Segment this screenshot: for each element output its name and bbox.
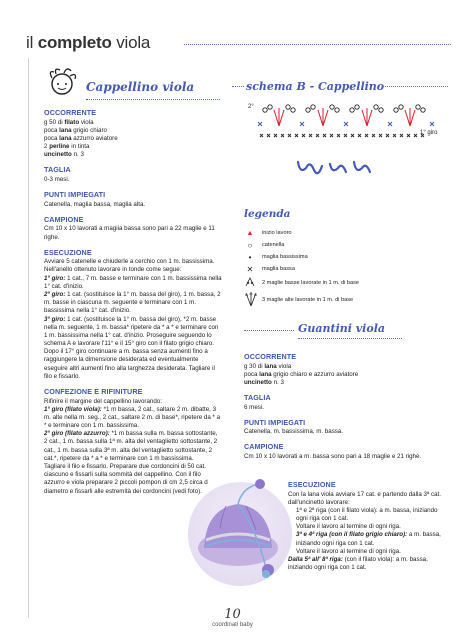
guanti-riga-5-8: Dalla 5ª all' 8ª riga: (con il filato viola): a m. bassa, iniziando ogni riga con 1 cat. bbox=[288, 556, 428, 572]
campione-text: Cm 10 x 10 lavorati a magiia bassa sono pari a 22 maglie e 11 righe. bbox=[44, 225, 215, 241]
confezione-title: CONFEZIONE E RIFINITURE bbox=[44, 387, 143, 396]
guanti-esecuzione bbox=[288, 480, 450, 572]
chart-symbols bbox=[240, 96, 450, 158]
esecuzione-giro-3: 3° giro: 1 cat. (sostituisce la 1° m. bassa del giro), *2 m. basse nella m. seguente, 1 m. bassa* ripetere da * a * e terminare con 1 m. bassissima nella 1° cat. d'inizio. Proseguire seguendo lo schema A e lavorare l'11° e il 15° giro con il filato grigio chiaro. bbox=[44, 315, 219, 348]
guanti-occorrente-line-3: uncinetto n. 3 bbox=[244, 378, 284, 386]
esecuzione-intro: Avviare 5 catenelle e chiuderle a cerchio con 1 m. bassissima. Nell'anello ottenuto lavorare in tonde come segue: bbox=[44, 258, 215, 274]
esecuzione-outro: Dopo il 17° giro continuare a m. bassa senza aumenti fino a raggiungere la dimensione desiderata ed eventualmente eseguire altri aumenti fino alla larghezza desiderata. Tagliare il filo e fissarlo. bbox=[44, 348, 215, 380]
crochet-chart bbox=[240, 96, 450, 158]
right-column bbox=[244, 352, 448, 461]
esecuzione-giro-1: 1° giro: 1 cat., 7 m. basse e terminare con 1 m. bassissima nella 1° cat. d'inizio. bbox=[44, 274, 222, 290]
title-prefix: il bbox=[26, 33, 34, 52]
title-underline bbox=[86, 99, 220, 100]
dot-icon: • bbox=[248, 252, 252, 262]
circle-icon: ○ bbox=[247, 240, 253, 250]
guanti-line-left bbox=[244, 330, 294, 331]
punti-text: Catenella, maglia bassa, maglia alta. bbox=[44, 200, 146, 208]
esecuzione-body bbox=[44, 258, 222, 381]
occorrente-line-2: poca lana grigio chiaro bbox=[44, 126, 107, 134]
confezione-giro-1: 1° giro (filato viola): *1 m bassa, 2 cat., saltare 2 m. dibatte, 3 m. alte nella m. seg., 2 cat., saltare 2 m. di base*, ripetere da * a * e terminare con 1 m. bassissima. bbox=[44, 405, 221, 430]
left-column bbox=[44, 108, 222, 496]
left-title bbox=[86, 80, 226, 100]
round-2-label: 2° bbox=[248, 104, 254, 110]
guanti-campione-text: Cm 10 x 10 lavorati a m. bassa sono pari a 18 maglie e 21 righe. bbox=[244, 452, 422, 460]
fan-icon bbox=[244, 291, 256, 310]
guanti-riga-3-4: 3ª e 4ª riga (con il filato grigio chiaro): a m. bassa, iniziando ogni riga con 1 cat. bbox=[296, 531, 441, 547]
page-header bbox=[26, 30, 451, 56]
guanti-line-right bbox=[298, 338, 402, 339]
guanti-taglia-title: TAGLIA bbox=[244, 393, 271, 403]
decorative-squiggle-icon bbox=[294, 156, 376, 186]
confezione-intro: Rifinire il margine del cappellino lavorando: bbox=[44, 397, 162, 405]
triangle-icon: ▲ bbox=[246, 230, 254, 238]
esecuzione-title: ESECUZIONE bbox=[44, 247, 92, 257]
title-suffix: viola bbox=[116, 33, 151, 52]
left-vertical-line bbox=[28, 58, 29, 618]
schema-title: schema B - Cappellino bbox=[246, 80, 385, 93]
legenda-block bbox=[244, 208, 444, 310]
doll-face-icon bbox=[42, 66, 82, 98]
guanti-occorrente-line-2: poca lana grigio chiaro e azzurro aviatore bbox=[244, 370, 359, 378]
guanti-title-block bbox=[244, 322, 450, 342]
occorrente-line-3: poca lana azzurro aviatore bbox=[44, 134, 118, 142]
legend-item-catenella: ○ catenella bbox=[244, 240, 444, 252]
guanti-punti-text: Catenella, m. bassissima, m. bassa. bbox=[244, 428, 344, 436]
occorrente-title: OCCORRENTE bbox=[44, 108, 97, 117]
header-divider bbox=[184, 44, 451, 45]
confezione-giro-2: 2° giro (filato azzurro): *1 m bassa sulla m. bassa sottostante, 2 cat., 1 m. bassa sulla 1ª m. alta del ventaglietto sottostante, 2 cat., 1 m. bassa sulla 3ª m. alta del ventaglietto sottostante, 2 cat.*, ripetere da * a * e terminare con 1 m bassissima. bbox=[44, 430, 218, 462]
occorrente-line-5: uncinetto n. 3 bbox=[44, 151, 84, 159]
esecuzione-giro-2: 2° giro: 1 cat. (sostituisce la 1° m. bassa del giro), 1 m. bassa, 2 m. basse in ciascuna m. seguente e terminare con 1 m. bassissima nella 1° cat. d'inizio. bbox=[44, 290, 221, 315]
schema-topline-right bbox=[382, 86, 448, 87]
guanti-esecuzione-title: ESECUZIONE bbox=[288, 480, 336, 489]
footer-brand: coordinati baby bbox=[212, 622, 253, 628]
occorrente-body bbox=[44, 119, 222, 160]
legend-item-bassa: ✕ maglia bassa bbox=[244, 264, 444, 276]
guanti-occorrente-body bbox=[244, 363, 448, 388]
guanti-title: Guantini viola bbox=[298, 322, 385, 335]
double-x-icon bbox=[244, 276, 256, 291]
guanti-esecuzione-body: Con la lana viola avviare 17 cat. e partendo dalla 3ª cat. dall'uncinetto lavorare: 1ª e 2ª riga (con il filato viola): a m. bassa, iniziando ogni riga con 1 cat. Voltare il lavoro al termine di ogni riga. 3ª e 4ª riga (con il filato grigio chiaro): a m. bassa, iniziando ogni riga con 1 cat. Voltare il lavoro al termine di ogni riga. Dalla 5ª all' 8ª riga: (con il filato viola): a m. bassa, iniziando ogni riga con 1 cat. bbox=[288, 491, 450, 573]
page-title bbox=[26, 32, 150, 54]
guanti-taglia-text: 6 mesi. bbox=[244, 403, 264, 411]
taglia-title: TAGLIA bbox=[44, 165, 71, 175]
page-number: 10 bbox=[224, 607, 241, 622]
legenda-title: legenda bbox=[244, 208, 291, 220]
guanti-occorrente-line-1: g 30 di lana viola bbox=[244, 362, 292, 370]
round-1-label: 1° giro bbox=[420, 130, 438, 136]
cappellino-title: Cappellino viola bbox=[86, 80, 195, 94]
occorrente-line-1: g 50 di filato viola bbox=[44, 118, 94, 126]
confezione-outro: Tagliare il filo e fissarlo. Preparare due cordoncini di 50 cat. ciascuno e fissarli sulla sommità del cappellino. Con il filo azzurro e viola preparare 2 piccoli pompon di cm 2,5 circa d diametro e fissarli alle estremità dei cordoncini (vedi foto). bbox=[44, 463, 208, 495]
occorrente-line-4: 2 perline in tinta bbox=[44, 143, 90, 151]
page-footer bbox=[0, 608, 465, 630]
schema-topline bbox=[232, 86, 244, 87]
hat-photo bbox=[186, 478, 294, 588]
title-bold: completo bbox=[37, 33, 112, 52]
taglia-text: 0-3 mesi. bbox=[44, 175, 70, 183]
guanti-campione-title: CAMPIONE bbox=[244, 442, 284, 452]
punti-title: PUNTI IMPIEGATI bbox=[44, 190, 106, 200]
legend-item-inizio: ▲ inizio lavoro bbox=[244, 228, 444, 240]
guanti-punti-title: PUNTI IMPIEGATI bbox=[244, 417, 306, 427]
legend-item-2-basse: 2 maglie basse lavorate in 1 m. di base bbox=[244, 276, 444, 292]
campione-title: CAMPIONE bbox=[44, 214, 84, 224]
guanti-occorrente-title: OCCORRENTE bbox=[244, 352, 297, 361]
legenda-list bbox=[244, 228, 444, 310]
legend-item-3-alte: 3 maglie alte lavorate in 1 m. di base bbox=[244, 292, 444, 310]
legend-item-bassissima: • maglia bassissima bbox=[244, 252, 444, 264]
cross-icon: ✕ bbox=[246, 264, 254, 274]
